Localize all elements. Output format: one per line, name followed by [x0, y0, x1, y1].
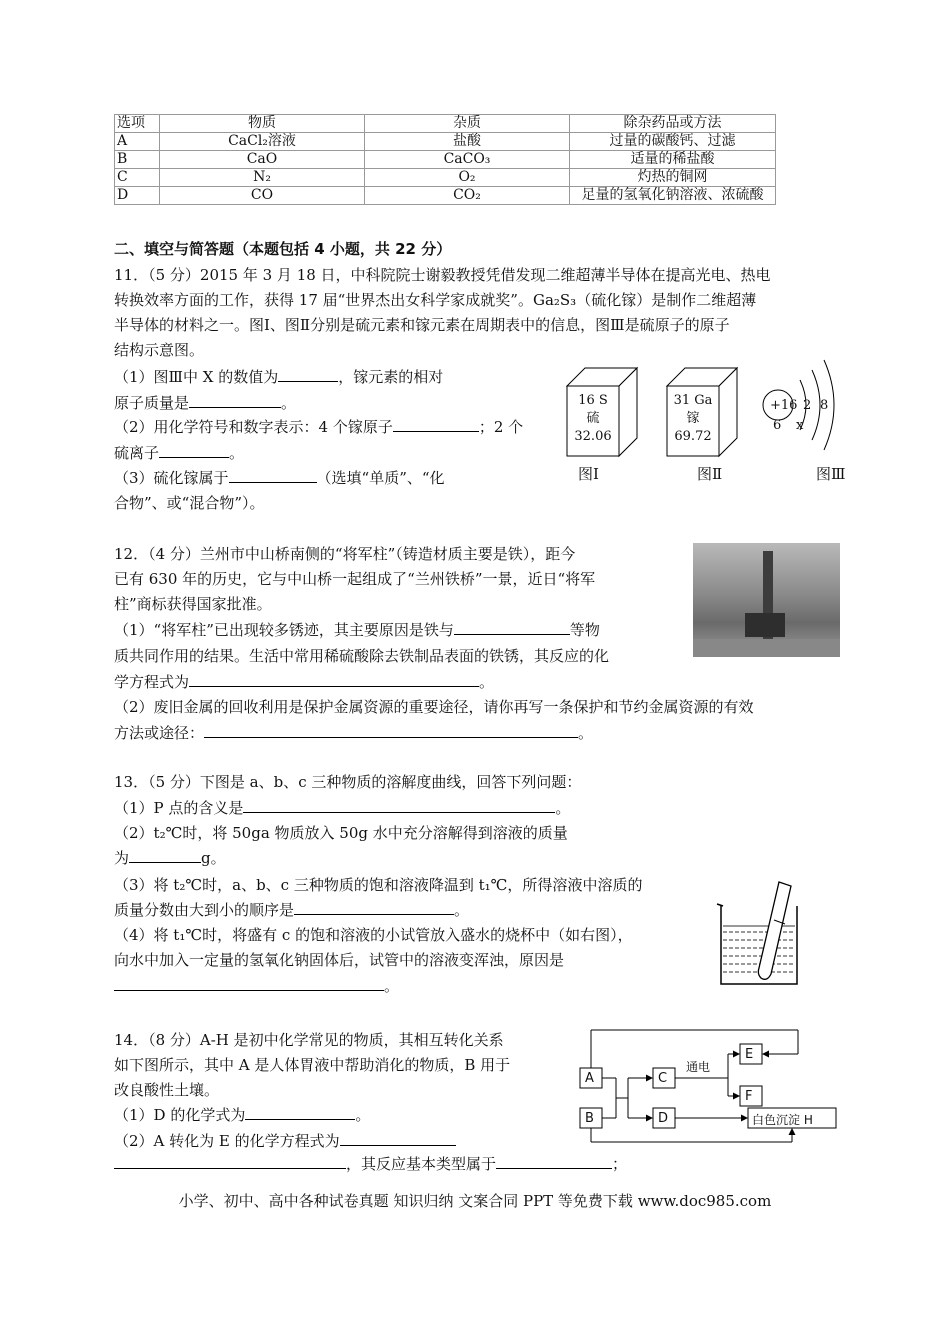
q12-p1-text: 等物 — [569, 621, 600, 639]
edge-label-electrolysis: 通电 — [686, 1060, 711, 1074]
table-row — [115, 133, 776, 151]
purification-table — [114, 114, 776, 205]
test-tube — [758, 882, 791, 979]
q12-part1-eq — [114, 670, 494, 694]
answer-blank[interactable] — [204, 721, 578, 738]
table-cell: CaCl₂溶液 — [160, 133, 365, 151]
nucleus-charge: +16 — [770, 398, 798, 413]
q11-p1-text: （1）图Ⅲ中 X 的数值为 — [114, 368, 279, 386]
answer-blank[interactable] — [159, 441, 229, 458]
q13-text-line: 向水中加入一定量的氢氧化钠固体后，试管中的溶液变浑浊，原因是 — [114, 951, 565, 969]
q13-part1 — [114, 796, 570, 820]
q11-part3 — [114, 466, 445, 490]
element-name: 硫 — [586, 411, 600, 426]
node-label-c: C — [658, 1071, 668, 1086]
table-row — [115, 169, 776, 187]
header-option: 选项 — [115, 115, 160, 133]
q11-p1-text: ，镓元素的相对 — [338, 368, 444, 386]
element-symbol: Ga — [694, 393, 713, 408]
q13-p3-text: 。 — [454, 901, 470, 919]
q14-text-line: 14．（8 分）A-H 是初中化学常见的物质，其相互转化关系 — [114, 1031, 504, 1049]
table-cell: 过量的碳酸钙、过滤 — [570, 133, 776, 151]
table-cell: CO₂ — [365, 187, 570, 205]
figure-caption: 图Ⅲ — [816, 465, 846, 483]
answer-blank[interactable] — [393, 415, 479, 432]
answer-blank[interactable] — [245, 1103, 355, 1120]
q11-part1-cont — [114, 391, 296, 415]
q11-part3-cont: 合物”、或“混合物”）。 — [114, 494, 265, 512]
answer-blank[interactable] — [189, 670, 479, 687]
answer-blank[interactable] — [114, 974, 384, 991]
q12-p1-text: 。 — [479, 673, 495, 691]
q12-part1 — [114, 618, 600, 642]
header-substance: 物质 — [160, 115, 365, 133]
table-cell: D — [115, 187, 160, 205]
table-cell: B — [115, 151, 160, 169]
q14-part2-cont — [114, 1152, 627, 1176]
q13-p1-text: 。 — [555, 799, 571, 817]
node-label-d: D — [658, 1111, 669, 1126]
atomic-mass: 69.72 — [674, 429, 712, 444]
q14-p1-text: 。 — [355, 1106, 371, 1124]
q12-text-line: 12．（4 分）兰州市中山桥南侧的“将军柱”（铸造材质主要是铁），距今 — [114, 545, 576, 563]
gallium-card-text — [667, 392, 719, 446]
q13-part4 — [114, 974, 399, 998]
q12-part2 — [114, 721, 593, 745]
q11-p1-text: 原子质量是 — [114, 394, 190, 412]
header-method: 除杂药品或方法 — [570, 115, 776, 133]
element-symbol: S — [598, 393, 608, 408]
q14-part2 — [114, 1129, 456, 1153]
q11-text-line: 转换效率方面的工作，获得 17 届“世界杰出女科学家成就奖”。Ga₂S₃（硫化镓）是制作二维超薄 — [114, 291, 757, 309]
q13-text-line: （2）t₂℃时，将 50ga 物质放入 50g 水中充分溶解得到溶液的质量 — [114, 824, 568, 842]
q13-text-line: （3）将 t₂℃时，a、b、c 三种物质的饱和溶液降温到 t₁℃，所得溶液中溶质的 — [114, 876, 643, 894]
table-row — [115, 187, 776, 205]
node-label-e: E — [745, 1047, 754, 1062]
q11-p1-text: 。 — [281, 394, 297, 412]
shell-electrons: 8 — [820, 398, 829, 413]
q13-p3-text: 质量分数由大到小的顺序是 — [114, 901, 295, 919]
q11-text-line: 半导体的材料之一。图Ⅰ、图Ⅱ分别是硫元素和镓元素在周期表中的信息，图Ⅲ是硫原子的原子 — [114, 316, 730, 334]
q11-p2-text: 。 — [229, 444, 245, 462]
q12-text-line: 已有 630 年的历史，它与中山桥一起组成了“兰州铁桥”一景，近日“将军 — [114, 570, 596, 588]
q14-text-line: 改良酸性土壤。 — [114, 1081, 220, 1099]
table-cell: 盐酸 — [365, 133, 570, 151]
atomic-mass: 32.06 — [574, 429, 612, 444]
answer-blank[interactable] — [340, 1129, 456, 1146]
q12-text-line: 柱”商标获得国家批准。 — [114, 595, 272, 613]
q11-part2-cont — [114, 441, 244, 465]
q12-p1-text: （1）“将军柱”已出现较多锈迹，其主要原因是铁与 — [114, 621, 454, 639]
q12-p2-text: 。 — [578, 724, 594, 742]
q14-p2-text: （2）A 转化为 E 的化学方程式为 — [114, 1132, 340, 1150]
answer-blank[interactable] — [278, 365, 338, 382]
general-pillar-photo — [693, 543, 840, 657]
table-cell: CaCO₃ — [365, 151, 570, 169]
q13-p1-text: （1）P 点的含义是 — [114, 799, 244, 817]
conversion-flow-diagram — [578, 1026, 842, 1148]
q14-part1 — [114, 1103, 370, 1127]
answer-blank[interactable] — [243, 796, 555, 813]
node-label-b: B — [585, 1111, 594, 1126]
table-cell: CaO — [160, 151, 365, 169]
q13-part2 — [114, 846, 226, 870]
q11-p3-text: （3）硫化镓属于 — [114, 469, 229, 487]
shell-electrons: 2 — [803, 398, 812, 413]
q11-p2-text: ；2 个 — [478, 418, 524, 436]
q12-p1-text: 学方程式为 — [114, 673, 190, 691]
q11-text-line: 结构示意图。 — [114, 341, 205, 359]
table-cell: CO — [160, 187, 365, 205]
table-cell: C — [115, 169, 160, 187]
node-label-a: A — [585, 1071, 594, 1086]
q14-p2-text: ； — [612, 1155, 628, 1173]
answer-blank[interactable] — [294, 898, 454, 915]
q11-p2-text: 硫离子 — [114, 444, 160, 462]
q14-p1-text: （1）D 的化学式为 — [114, 1106, 246, 1124]
table-header-row — [115, 115, 776, 133]
q13-text-line: （4）将 t₁℃时，将盛有 c 的饱和溶液的小试管放入盛水的烧杯中（如右图）， — [114, 926, 633, 944]
q13-part3 — [114, 898, 469, 922]
table-cell: N₂ — [160, 169, 365, 187]
q14-text-line: 如下图所示，其中 A 是人体胃液中帮助消化的物质，B 用于 — [114, 1056, 511, 1074]
q14-p2-text: ，其反应基本类型属于 — [346, 1155, 497, 1173]
q11-p2-text: （2）用化学符号和数字表示：4 个镓原子 — [114, 418, 393, 436]
answer-blank[interactable] — [496, 1152, 612, 1169]
q13-p2-text: g。 — [201, 849, 226, 867]
q12-text-line: 质共同作用的结果。生活中常用稀硫酸除去铁制品表面的铁锈，其反应的化 — [114, 647, 610, 665]
figure-caption: 图Ⅰ — [578, 465, 599, 483]
element-name: 镓 — [686, 411, 700, 426]
q11-part1 — [114, 365, 443, 389]
atomic-number: 16 — [578, 393, 595, 408]
node-label-f: F — [745, 1089, 753, 1104]
sulfur-card-text — [567, 392, 619, 446]
table-cell: A — [115, 133, 160, 151]
table-cell: 灼热的铜网 — [570, 169, 776, 187]
figure-caption: 图Ⅱ — [697, 465, 723, 483]
header-impurity: 杂质 — [365, 115, 570, 133]
section-title: 二、填空与简答题（本题包括 4 小题，共 22 分） — [114, 240, 452, 258]
page-footer: 小学、初中、高中各种试卷真题 知识归纳 文案合同 PPT 等免费下载 www.doc985.com — [178, 1192, 772, 1210]
q12-p2-text: 方法或途径： — [114, 724, 205, 742]
shell-electrons: 6 — [773, 418, 782, 433]
answer-blank[interactable] — [114, 1152, 346, 1169]
atomic-number: 31 — [673, 393, 691, 408]
unknown-x: x — [796, 418, 804, 433]
table-cell: 适量的稀盐酸 — [570, 151, 776, 169]
table-cell: 足量的氢氧化钠溶液、浓硫酸 — [570, 187, 776, 205]
answer-blank[interactable] — [454, 618, 570, 635]
q11-part2 — [114, 415, 523, 439]
answer-blank[interactable] — [129, 846, 201, 863]
q11-p3-text: （选填“单质”、“化 — [316, 469, 445, 487]
q12-text-line: （2）废旧金属的回收利用是保护金属资源的重要途径，请你再写一条保护和节约金属资源的有效 — [114, 698, 754, 716]
answer-blank[interactable] — [189, 391, 281, 408]
answer-blank[interactable] — [229, 466, 317, 483]
beaker-test-tube-figure — [715, 878, 805, 990]
q13-p2-text: 为 — [114, 849, 130, 867]
q11-text-line: 11．（5 分）2015 年 3 月 18 日，中科院院士谢毅教授凭借发现二维超薄半导体在提高光电、热电 — [114, 266, 771, 284]
node-label-h: 白色沉淀 H — [752, 1113, 813, 1127]
q13-p4-text: 。 — [384, 977, 400, 995]
q13-intro: 13．（5 分）下图是 a、b、c 三种物质的溶解度曲线，回答下列问题： — [114, 773, 582, 791]
table-row — [115, 151, 776, 169]
table-cell: O₂ — [365, 169, 570, 187]
